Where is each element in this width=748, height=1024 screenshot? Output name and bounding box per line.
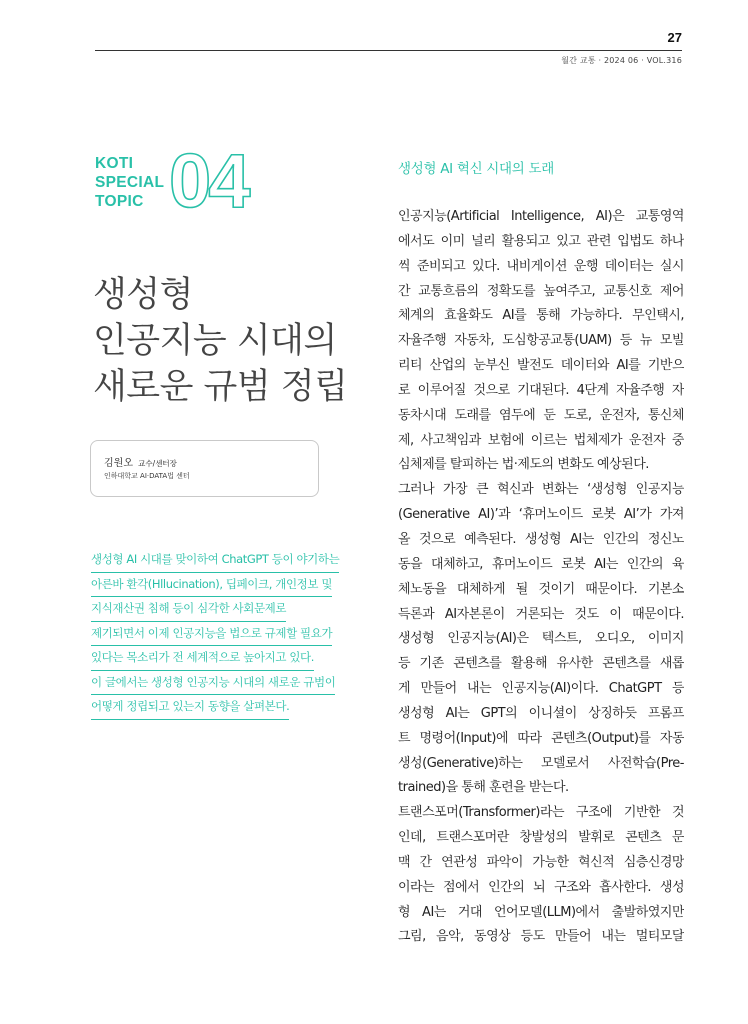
- summary-line: 지식재산권 침해 등이 심각한 사회문제로: [91, 597, 286, 622]
- article-title: [93, 272, 383, 410]
- summary-line: 있다는 목소리가 전 세계적으로 높아지고 있다.: [91, 646, 314, 671]
- body-line: 체계의 효율화도 AI를 통해 가능하다. 무인택시,: [398, 308, 684, 324]
- body-line: 간 교통흐름의 정확도를 높여주고, 교통신호 제어: [398, 283, 684, 299]
- body-line: 이라는 점에서 인간의 뇌 구조와 흡사한다. 생성: [398, 879, 684, 895]
- body-line: 득론과 AI자본론이 거론되는 것도 이 때문이다.: [398, 606, 684, 622]
- body-line: 올 것으로 예측된다. 생성형 AI는 인간의 정신노: [398, 531, 684, 547]
- title-line: 인공지능 시대의: [93, 321, 337, 361]
- topic-label-line: SPECIAL: [95, 174, 165, 191]
- article-summary: [91, 548, 376, 720]
- body-line: 등 기존 콘텐츠를 활용해 유사한 콘텐츠를 새롭: [398, 656, 684, 672]
- body-line: 그러나 가장 큰 혁신과 변화는 ‘생성형 인공지능: [398, 482, 684, 498]
- title-line: 생성형: [93, 275, 193, 315]
- body-line: 형 AI는 거대 언어모델(LLM)에서 출발하였지만: [398, 904, 684, 920]
- body-line: 인데, 트랜스포머란 창발성의 발휘로 콘텐츠 문: [398, 830, 684, 846]
- section-heading: 생성형 AI 혁신 시대의 도래: [398, 161, 554, 177]
- body-line: (Generative AI)’과 ‘휴머노이드 로봇 AI’가 가져: [398, 507, 684, 523]
- summary-line: 생성형 AI 시대를 맞이하여 ChatGPT 등이 야기하는: [91, 548, 339, 573]
- issue-info: 월간 교통 · 2024 06 · VOL.316: [561, 56, 682, 65]
- topic-label: [95, 154, 164, 211]
- body-line: 생성형 인공지능(AI)은 텍스트, 오디오, 이미지: [398, 631, 684, 647]
- body-line: 트 명령어(Input)에 따라 콘텐츠(Output)를 자동: [398, 730, 684, 746]
- body-line: 동을 대체하고, 휴머노이드 로봇 AI는 인간의 육: [398, 556, 684, 572]
- body-line: 체노동을 대체하게 될 것이기 때문이다. 기본소: [398, 581, 684, 597]
- page-number: 27: [667, 30, 682, 45]
- body-line: 생성(Generative)하는 모델로서 사전학습(Pre-: [398, 755, 684, 771]
- title-line: 새로운 규범 정립: [93, 367, 348, 407]
- body-line: 생성형 AI는 GPT의 이니셜이 상징하듯 프롬프: [398, 705, 684, 721]
- summary-line: 제기되면서 이제 인공지능을 법으로 규제할 필요가: [91, 622, 332, 647]
- body-line: 인공지능(Artificial Intelligence, AI)은 교통영역: [398, 209, 684, 224]
- body-line: 트랜스포머(Transformer)라는 구조에 기반한 것: [398, 805, 684, 821]
- special-topic-badge: [95, 139, 265, 224]
- author-position: 교수/센터장: [138, 459, 177, 468]
- topic-number: 04: [169, 139, 248, 224]
- body-line: 맥 간 연관성 파악이 가능한 혁신적 심층신경망: [398, 854, 684, 870]
- body-line: 제, 사고책임과 보험에 이르는 법체제가 운전자 중: [398, 432, 684, 448]
- body-line: trained)을 통해 훈련을 받는다.: [398, 780, 569, 796]
- body-line: 리티 산업의 눈부신 발전도 데이터와 AI를 기반으: [398, 358, 684, 374]
- topic-label-line: TOPIC: [95, 193, 144, 210]
- body-line: 심체제를 탈피하는 법·제도의 변화도 예상된다.: [398, 457, 649, 473]
- author-line: [104, 454, 177, 469]
- author-affiliation: 인하대학교 AI·DATA법 센터: [104, 472, 190, 480]
- header-rule: [95, 50, 682, 51]
- body-line: 게 만들어 내는 인공지능(AI)이다. ChatGPT 등: [398, 681, 684, 697]
- topic-label-line: KOTI: [95, 155, 134, 172]
- body-line: 그림, 음악, 동영상 등도 만들어 내는 멀티모달: [398, 929, 684, 945]
- summary-line: 어떻게 정립되고 있는지 동향을 살펴본다.: [91, 695, 289, 720]
- author-box: [90, 440, 319, 497]
- body-line: 씩 준비되고 있다. 내비게이션 운행 데이터는 실시: [398, 258, 684, 274]
- summary-line: 아른바 환각(Hllucination), 딥페이크, 개인정보 및: [91, 573, 332, 598]
- body-line: 자율주행 자동차, 도심항공교통(UAM) 등 뉴 모빌: [398, 333, 684, 349]
- body-line: 동차시대 도래를 염두에 둔 도로, 운전자, 통신체: [398, 407, 684, 423]
- body-line: 에서도 이미 널리 활용되고 있고 관련 입법도 하나: [398, 233, 684, 249]
- summary-line: 이 글에서는 생성형 인공지능 시대의 새로운 규범이: [91, 671, 335, 696]
- body-line: 로 이루어질 것으로 기대된다. 4단계 자율주행 자: [398, 382, 684, 398]
- body-text: [398, 205, 684, 950]
- author-name: 김원오: [104, 458, 133, 469]
